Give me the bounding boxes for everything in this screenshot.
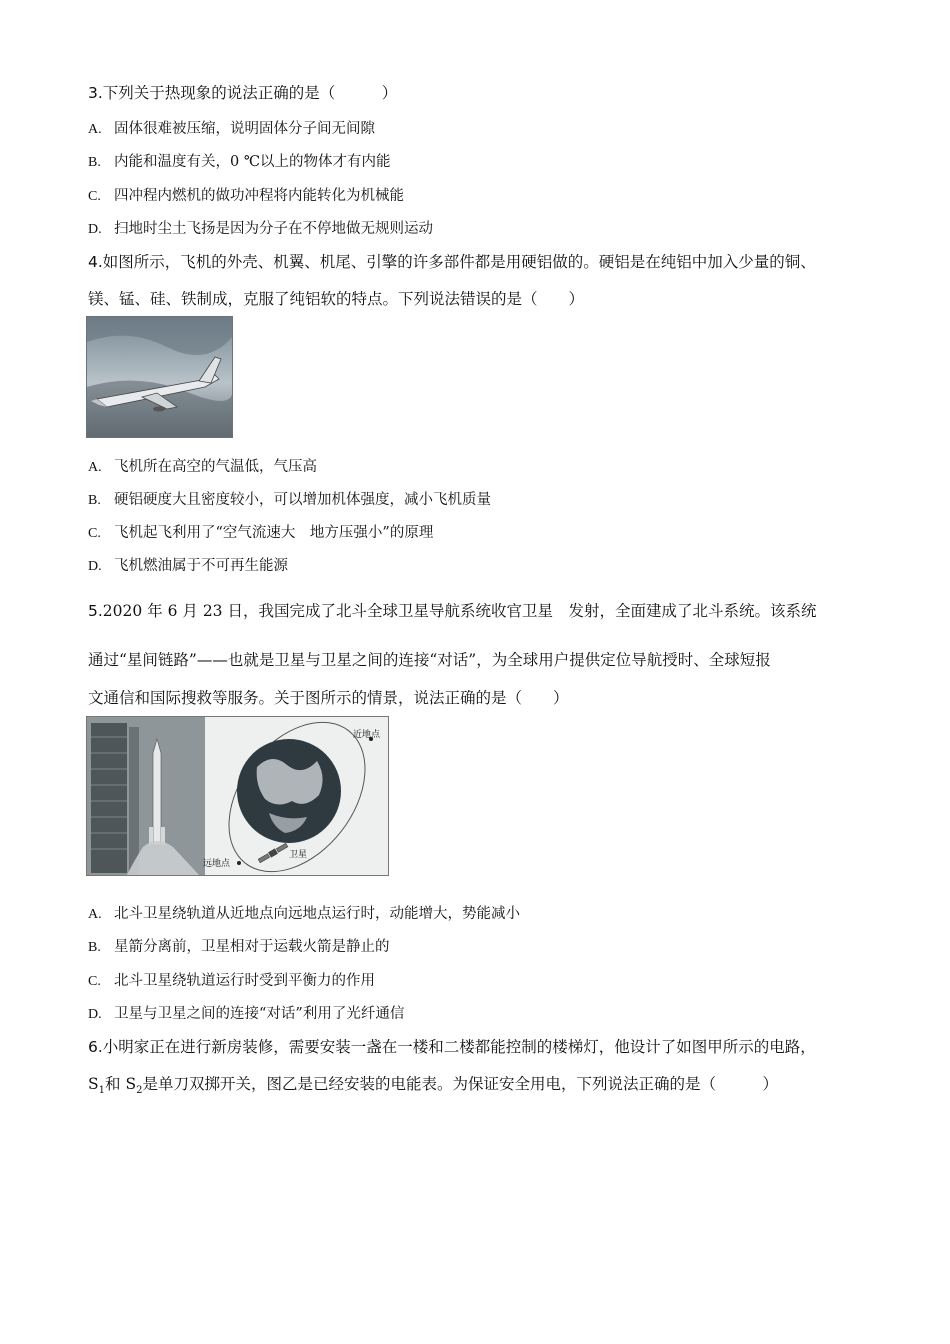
satellite-label: 卫星: [289, 850, 308, 860]
option-text: 内能和温度有关，0 ℃以上的物体才有内能: [114, 154, 391, 170]
question-5-stem: [88, 599, 816, 621]
question-text: 小明家正在进行新房装修，需要安装一盏在一楼和二楼都能控制的楼梯灯，他设计了如图甲所示的电路，: [102, 1038, 816, 1056]
option-letter: B.: [88, 155, 101, 170]
option-letter: D.: [88, 559, 102, 574]
option-text: 北斗卫星绕轨道从近地点向远地点运行时，动能增大，势能减小: [114, 906, 520, 922]
switch-s1: $S_1$: [88, 1075, 105, 1097]
option-text: 飞机燃油属于不可再生能源: [114, 558, 288, 574]
question-3-stem: [88, 81, 397, 103]
option-letter: A.: [88, 122, 102, 137]
question-number: 3.: [88, 84, 103, 102]
option-text: 卫星与卫星之间的连接“对话”利用了光纤通信: [114, 1006, 405, 1022]
option-letter: C.: [88, 526, 101, 541]
option-letter: C.: [88, 974, 101, 989]
option-letter: D.: [88, 1007, 102, 1022]
q3-option-c: [88, 184, 404, 205]
switch-s2: $S_2$: [125, 1075, 143, 1097]
question-text: 如图所示，飞机的外壳、机翼、机尾、引擎的许多部件都是用硬铝做的。硬铝是在纯铝中加入少量的铜、: [102, 253, 816, 271]
q4-option-a: [88, 455, 317, 476]
q4-option-c: [88, 521, 433, 542]
option-letter: A.: [88, 907, 102, 922]
question-5-stem-line3: 文通信和国际搜救等服务。关于图所示的情景，说法正确的是（ ）: [88, 689, 569, 707]
option-text: 四冲程内燃机的做功冲程将内能转化为机械能: [114, 188, 404, 204]
q4-option-d: [88, 554, 288, 575]
question-number: 6.: [88, 1038, 103, 1056]
q5-option-b: [88, 935, 390, 956]
option-text: 飞机起飞利用了“空气流速大 地方压强小”的原理: [114, 525, 434, 541]
question-text: 下列关于热现象的说法正确的是（ ）: [102, 84, 398, 102]
q3-option-a: [88, 117, 375, 138]
question-number: 5.: [88, 602, 103, 620]
option-letter: D.: [88, 222, 102, 237]
option-text: 固体很难被压缩，说明固体分子间无间隙: [114, 121, 375, 137]
question-5-stem-line2: 通过“星间链路”——也就是卫星与卫星之间的连接“对话”，为全球用户提供定位导航授时、全球短报: [88, 651, 771, 669]
airplane-photo: [86, 316, 233, 438]
question-text: 2020 年 6 月 23 日，我国完成了北斗全球卫星导航系统收官卫星 发射，全面建成了北斗系统。该系统: [102, 602, 817, 620]
option-letter: A.: [88, 460, 102, 475]
q5-option-c: [88, 969, 375, 990]
option-text: 星箭分离前，卫星相对于运载火箭是静止的: [114, 939, 390, 955]
option-letter: B.: [88, 493, 101, 508]
option-text: 扫地时尘土飞扬是因为分子在不停地做无规则运动: [114, 221, 433, 237]
perigee-label: 近地点: [353, 730, 381, 740]
q3-option-d: [88, 217, 433, 238]
option-text: 硬铝硬度大且密度较小，可以增加机体强度，减小飞机质量: [114, 492, 491, 508]
option-letter: C.: [88, 189, 101, 204]
q5-option-d: [88, 1002, 404, 1023]
q5-option-a: [88, 902, 520, 923]
q4-option-b: [88, 488, 491, 509]
apogee-label: 远地点: [203, 859, 231, 869]
question-6-stem-line2: $S_1$和 $S_2$是单刀双掷开关，图乙是已经安装的电能表。为保证安全用电，下列说法正确的是（ ）: [88, 1075, 778, 1097]
option-text: 北斗卫星绕轨道运行时受到平衡力的作用: [114, 973, 375, 989]
option-letter: B.: [88, 940, 101, 955]
question-4-stem-line2: 镁、锰、硅、铁制成，克服了纯铝软的特点。下列说法错误的是（ ）: [88, 290, 585, 308]
satellite-orbit-figure: [86, 716, 389, 876]
question-4-stem: [88, 250, 816, 272]
q3-option-b: [88, 150, 391, 171]
option-text: 飞机所在高空的气温低，气压高: [114, 459, 317, 475]
question-6-stem: [88, 1035, 816, 1057]
question-number: 4.: [88, 253, 103, 271]
